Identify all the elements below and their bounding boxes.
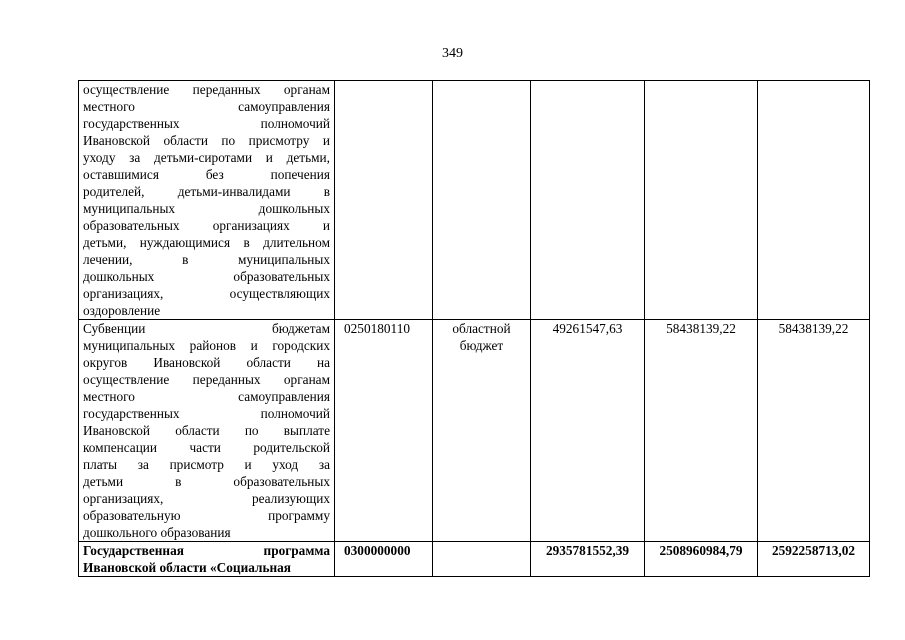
table-row <box>79 542 870 577</box>
description-line: организациях, реализующих <box>83 491 330 506</box>
row-funding-source: областной бюджет <box>433 320 531 542</box>
description-line: местного самоуправления <box>83 99 330 114</box>
description-line: муниципальных дошкольных <box>83 201 330 216</box>
row-amount-year-3 <box>758 81 870 320</box>
budget-table-container <box>78 80 870 640</box>
row-amount-year-1: 2935781552,39 <box>531 542 645 577</box>
description-line: уходу за детьми-сиротами и детьми, <box>83 150 330 165</box>
table-row <box>79 320 870 542</box>
description-line: оздоровление <box>83 303 161 318</box>
description-line: Государственная программа <box>83 543 330 558</box>
row-amount-year-2: 2508960984,79 <box>645 542 758 577</box>
page-number: 349 <box>442 46 463 61</box>
description-line: Ивановской области по выплате <box>83 423 330 438</box>
description-line: муниципальных районов и городских <box>83 338 330 353</box>
row-code <box>335 81 433 320</box>
table-row <box>79 81 870 320</box>
row-description <box>79 320 335 542</box>
description-line: Ивановской области «Социальная <box>83 560 291 575</box>
description-line: Субвенции бюджетам <box>83 321 330 336</box>
description-line: дошкольных образовательных <box>83 269 330 284</box>
row-amount-year-2 <box>645 81 758 320</box>
row-description <box>79 81 335 320</box>
description-line: Ивановской области по присмотру и <box>83 133 330 148</box>
row-description <box>79 542 335 577</box>
description-line: местного самоуправления <box>83 389 330 404</box>
row-amount-year-3: 58438139,22 <box>758 320 870 542</box>
description-line: государственных полномочий <box>83 116 330 131</box>
description-line: осуществление переданных органам <box>83 372 330 387</box>
description-line: осуществление переданных органам <box>83 82 330 97</box>
description-line: компенсации части родительской <box>83 440 330 455</box>
row-amount-year-1 <box>531 81 645 320</box>
description-line: оставшимися без попечения <box>83 167 330 182</box>
row-code: 0300000000 <box>335 542 433 577</box>
description-line: родителей, детьми-инвалидами в <box>83 184 330 199</box>
row-funding-source <box>433 542 531 577</box>
row-amount-year-3: 2592258713,02 <box>758 542 870 577</box>
row-amount-year-2: 58438139,22 <box>645 320 758 542</box>
description-line: округов Ивановской области на <box>83 355 330 370</box>
description-line: детьми в образовательных <box>83 474 330 489</box>
row-funding-source <box>433 81 531 320</box>
description-line: лечении, в муниципальных <box>83 252 330 267</box>
description-line: образовательную программу <box>83 508 330 523</box>
row-amount-year-1: 49261547,63 <box>531 320 645 542</box>
description-line: образовательных организациях и <box>83 218 330 233</box>
description-line: детьми, нуждающимися в длительном <box>83 235 330 250</box>
description-line: государственных полномочий <box>83 406 330 421</box>
description-line: дошкольного образования <box>83 525 231 540</box>
description-line: организациях, осуществляющих <box>83 286 330 301</box>
budget-table <box>78 80 870 577</box>
row-code: 0250180110 <box>335 320 433 542</box>
description-line: платы за присмотр и уход за <box>83 457 330 472</box>
